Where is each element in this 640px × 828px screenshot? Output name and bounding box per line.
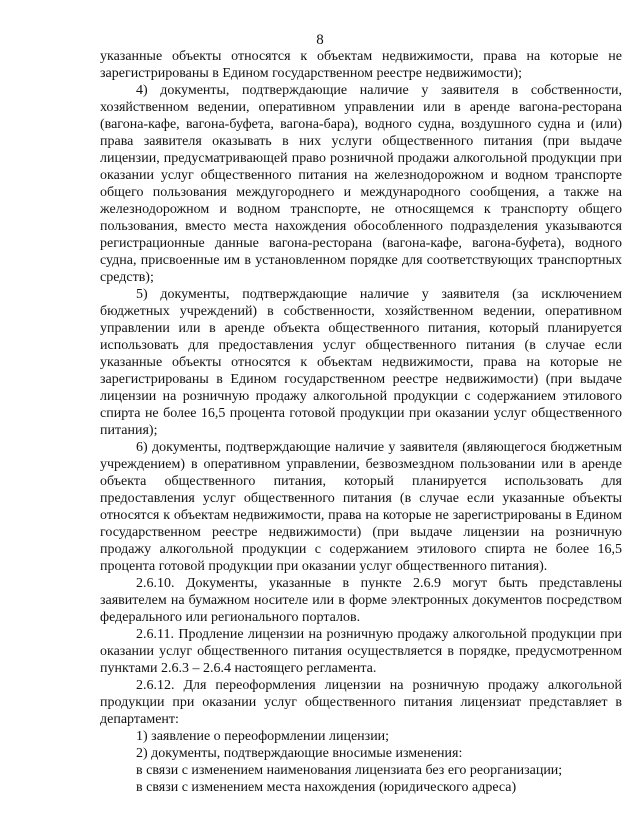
- paragraph-continuation: указанные объекты относятся к объектам недвижимости, права на которые не зарегистрированы в Едином государственном реестре недвижимости);: [100, 49, 622, 81]
- paragraph-item-4: 4) документы, подтверждающие наличие у заявителя в собственности, хозяйственном ведении, оперативном управлении или в аренде вагона-ресторана (вагона-кафе, вагона-буфета, вагона-бара), водного судна, воздушного судна и (или) права заявителя оказывать в них услуги общественного питания (при выдаче лицензии, предусматривающей право розничной продажи алкогольной продукции при оказании услуг общественного питания на железнодорожном и водном транспорте общего пользования междугороднего и международного сообщения, а также на железнодорожном и водном транспорте, не относящемся к транспорту общего пользования, вместо места нахождения обособленного подразделения указываются регистрационные данные вагона-ресторана (вагона-кафе, вагона-буфета), водного судна, присвоенные им в установленном порядке для соответствующих транспортных средств);: [100, 83, 622, 285]
- paragraph-2-6-12-item-2: 2) документы, подтверждающие вносимые изменения:: [136, 746, 463, 761]
- page-number: 8: [316, 32, 324, 48]
- paragraph-address-change: в связи с изменением места нахождения (юридического адреса): [136, 780, 517, 795]
- paragraph-name-change: в связи с изменением наименования лицензиата без его реорганизации;: [136, 763, 563, 778]
- paragraph-2-6-12: 2.6.12. Для переоформления лицензии на розничную продажу алкогольной продукции при оказании услуг общественного питания лицензиат представляет в департамент:: [100, 678, 622, 727]
- paragraph-item-5: 5) документы, подтверждающие наличие у заявителя (за исключением бюджетных учреждений) в собственности, хозяйственном ведении, оперативном управлении или в аренде объекта общественного питания, который планируется использовать для предоставления услуг общественного питания (в случае если указанные объекты относятся к объектам недвижимости, права на которые не зарегистрированы в Едином государственном реестре недвижимости) (при выдаче лицензии на розничную продажу алкогольной продукции с содержанием этилового спирта не более 16,5 процента готовой продукции при оказании услуг общественного питания);: [100, 287, 622, 438]
- paragraph-item-6: 6) документы, подтверждающие наличие у заявителя (являющегося бюджетным учреждением) в оперативном управлении, безвозмездном пользовании или в аренде объекта общественного питания, который планируется использовать для предоставления услуг общественного питания (в случае если указанные объекты относятся к объектам недвижимости, права на которые не зарегистрированы в Едином государственном реестре недвижимости) (при выдаче лицензии на розничную продажу алкогольной продукции с содержанием этилового спирта не более 16,5 процента готовой продукции при оказании услуг общественного питания).: [100, 440, 622, 574]
- paragraph-2-6-12-item-1: 1) заявление о переоформлении лицензии;: [136, 729, 390, 744]
- paragraph-2-6-11: 2.6.11. Продление лицензии на розничную продажу алкогольной продукции при оказании услуг общественного питания осуществляется в порядке, предусмотренном пунктами 2.6.3 – 2.6.4 настоящего регламента.: [100, 627, 622, 676]
- paragraph-2-6-10: 2.6.10. Документы, указанные в пункте 2.6.9 могут быть представлены заявителем на бумажном носителе или в форме электронных документов посредством федерального или регионального порталов.: [100, 576, 622, 625]
- document-body: [100, 48, 622, 796]
